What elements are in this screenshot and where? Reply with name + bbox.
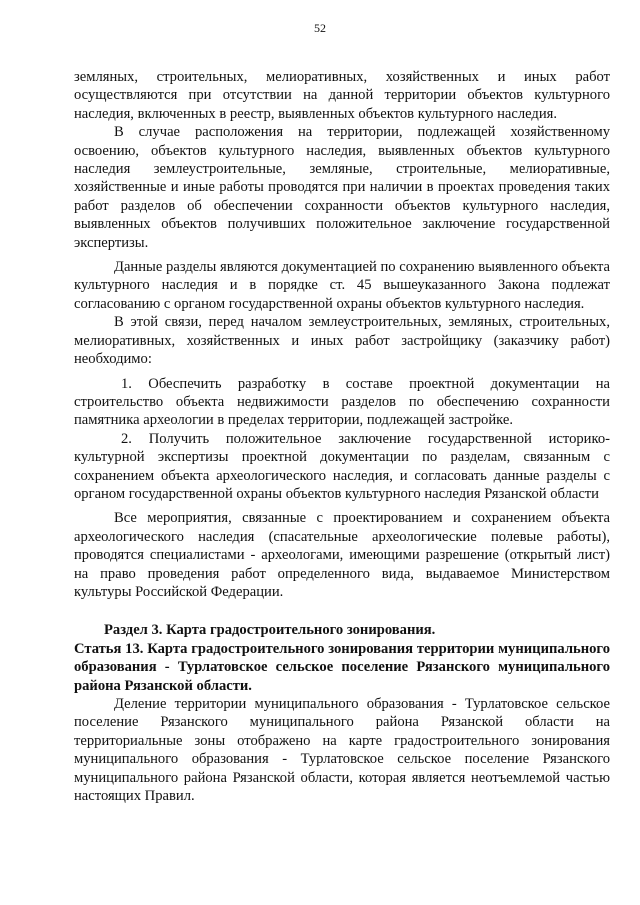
- paragraph-1: земляных, строительных, мелиоративных, хозяйственных и иных работ осуществляются при отсутствии на данной территории объектов культурного наследия, включенных в реестр, выявленных объектов культурного наследия.: [74, 69, 610, 122]
- article-heading: Статья 13. Карта градостроительного зонирования территории муниципального образования - Турлатовское сельское поселение Рязанского муниципального района Рязанской области.: [74, 640, 610, 694]
- paragraph-5: Все мероприятия, связанные с проектированием и сохранением объекта археологического наследия (спасательные археологические полевые работы), проводятся специалистами - археологами, имеющими разрешение (открытый лист) на право проведения работ определенного вида, выдаваемое Министерством культуры Российской Федерации.: [74, 510, 610, 600]
- list-item-2: 2. Получить положительное заключение государственной историко-культурной экспертизы проектной документации по разделам, связанным с сохранением объекта археологического наследия, и согласовать данные разделы с органом государственной охраны объектов культурного наследия Рязанской области: [74, 430, 610, 502]
- section-heading: Раздел 3. Карта градостроительного зонирования.: [104, 622, 436, 639]
- page-number: 52: [314, 21, 326, 35]
- article-text: Деление территории муниципального образования - Турлатовское сельское поселение Рязанского муниципального района Рязанской области на территориальные зоны отображено на карте градостроительного зонирования муниципального образования - Турлатовское сельское поселение Рязанского муниципального района Рязанской области, которая является неотъемлемой частью настоящих Правил.: [74, 696, 610, 805]
- document-body: [74, 68, 610, 805]
- paragraph-2: В случае расположения на территории, подлежащей хозяйственному освоению, объектов культурного наследия, выявленных объектов культурного наследия землеустроительные, земляные, строительные, мелиоративные, хозяйственные и иные работы проводятся при наличии в проектах проведения таких работ разделов об обеспечении сохранности объектов культурного наследия, выявленных объектов получивших положительное заключение государственной экспертизы.: [74, 124, 610, 251]
- list-item-1: 1. Обеспечить разработку в составе проектной документации на строительство объекта недвижимости разделов по обеспечению сохранности памятника археологии в пределах территории, подлежащей застройке.: [74, 375, 610, 429]
- paragraph-4: В этой связи, перед началом землеустроительных, земляных, строительных, мелиоративных, хозяйственных и иных работ застройщику (заказчику работ) необходимо:: [74, 314, 610, 368]
- paragraph-3: Данные разделы являются документацией по сохранению выявленного объекта культурного наследия и в порядке ст. 45 вышеуказанного Закона подлежат согласованию с органом государственной охраны объектов культурного наследия.: [74, 259, 610, 312]
